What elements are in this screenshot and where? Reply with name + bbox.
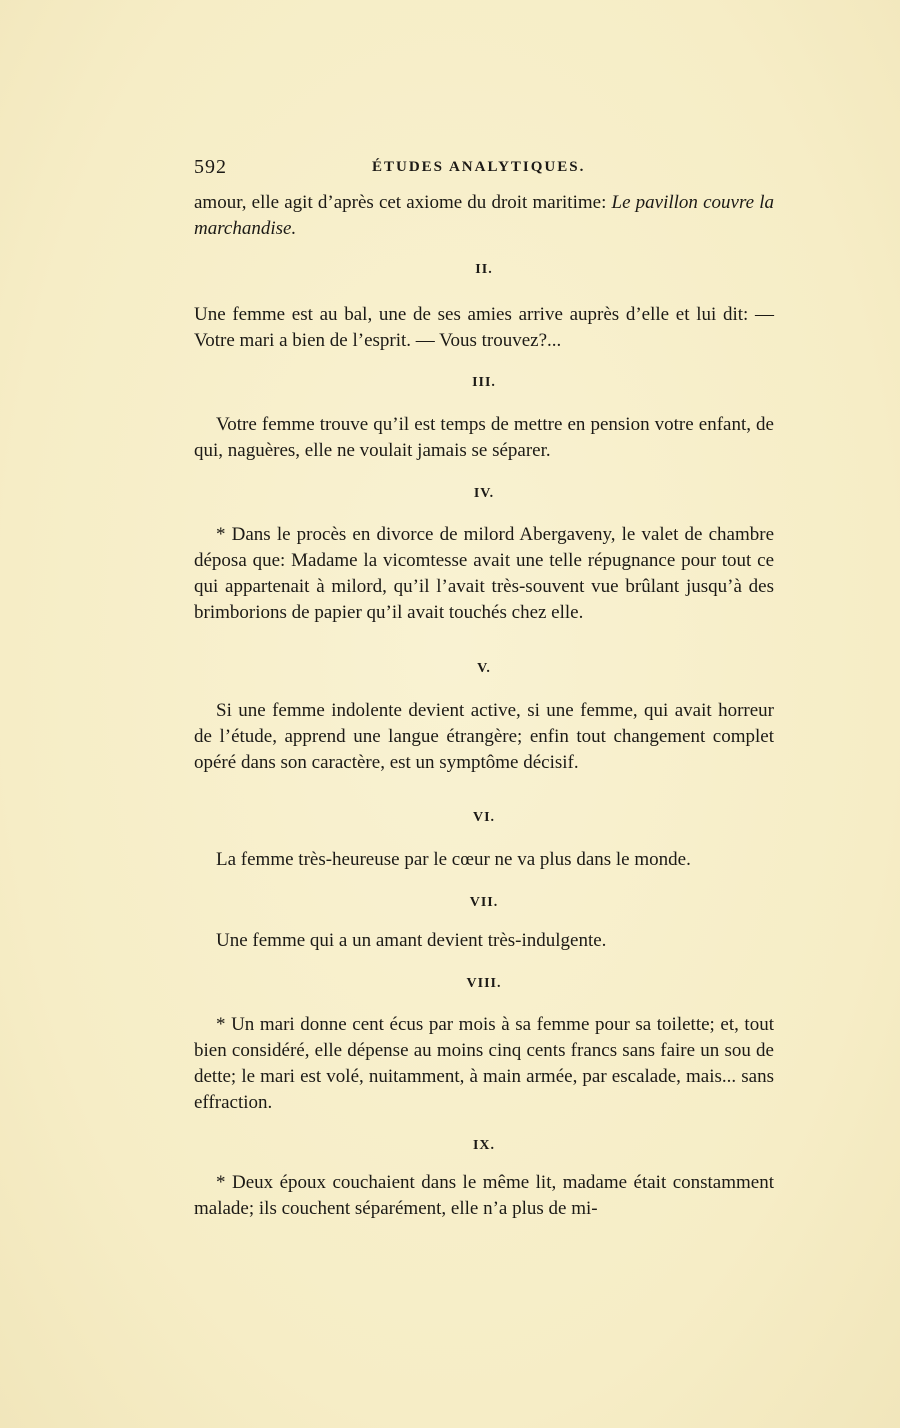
page-header (194, 156, 774, 186)
section-number: II. (475, 262, 493, 277)
section-number: IX. (472, 1138, 496, 1153)
section-number: III. (472, 375, 496, 390)
section-number: V. (477, 661, 491, 676)
running-title: ÉTUDES ANALYTIQUES. (372, 159, 586, 175)
continuation-text: amour, elle agit d’après cet axiome du droit maritime: (194, 192, 612, 213)
section-number: VI. (472, 810, 496, 825)
page-number: 592 (194, 156, 227, 178)
section-number: VIII. (466, 976, 502, 991)
section-paragraph: Une femme est au bal, une de ses amies arrive auprès d’elle et lui dit: — Votre mari a bien de l’esprit. — Vous trouvez?... (194, 304, 774, 351)
section-paragraph: Si une femme indolente devient active, si une femme, qui avait horreur de l’étude, apprend une langue étrangère; enfin tout changement complet opéré dans son caractère, est un symptôme décisif. (194, 700, 774, 773)
section-paragraph: * Un mari donne cent écus par mois à sa femme pour sa toilette; et, tout bien considéré, elle dépense au moins cinq cents francs sans faire un sou de dette; le mari est volé, nuitamment, à main armée, par escalade, mais... sans effraction. (194, 1014, 774, 1113)
section-paragraph: Une femme qui a un amant devient très-indulgente. (216, 930, 607, 951)
section-paragraph: La femme très-heureuse par le cœur ne va plus dans le monde. (216, 849, 691, 870)
continuation-paragraph (194, 190, 774, 242)
section-paragraph: * Deux époux couchaient dans le même lit, madame était constamment malade; ils couchent séparément, elle n’a plus de mi- (194, 1172, 774, 1219)
section-paragraph: Votre femme trouve qu’il est temps de mettre en pension votre enfant, de qui, naguères, elle ne voulait jamais se séparer. (194, 414, 774, 461)
continuation-italic: Le pavillon couvre la marchandise. (194, 192, 774, 239)
section-paragraph: * Dans le procès en divorce de milord Abergaveny, le valet de chambre déposa que: Madame la vicomtesse avait une telle répugnance pour tout ce qui appartenait à milord, qu’il l’avait très-souvent vue brûlant jusqu’à des brimborions de papier qu’il avait touchés chez elle. (194, 524, 774, 623)
section-number: VII. (469, 895, 499, 910)
section-number: IV. (473, 486, 495, 501)
